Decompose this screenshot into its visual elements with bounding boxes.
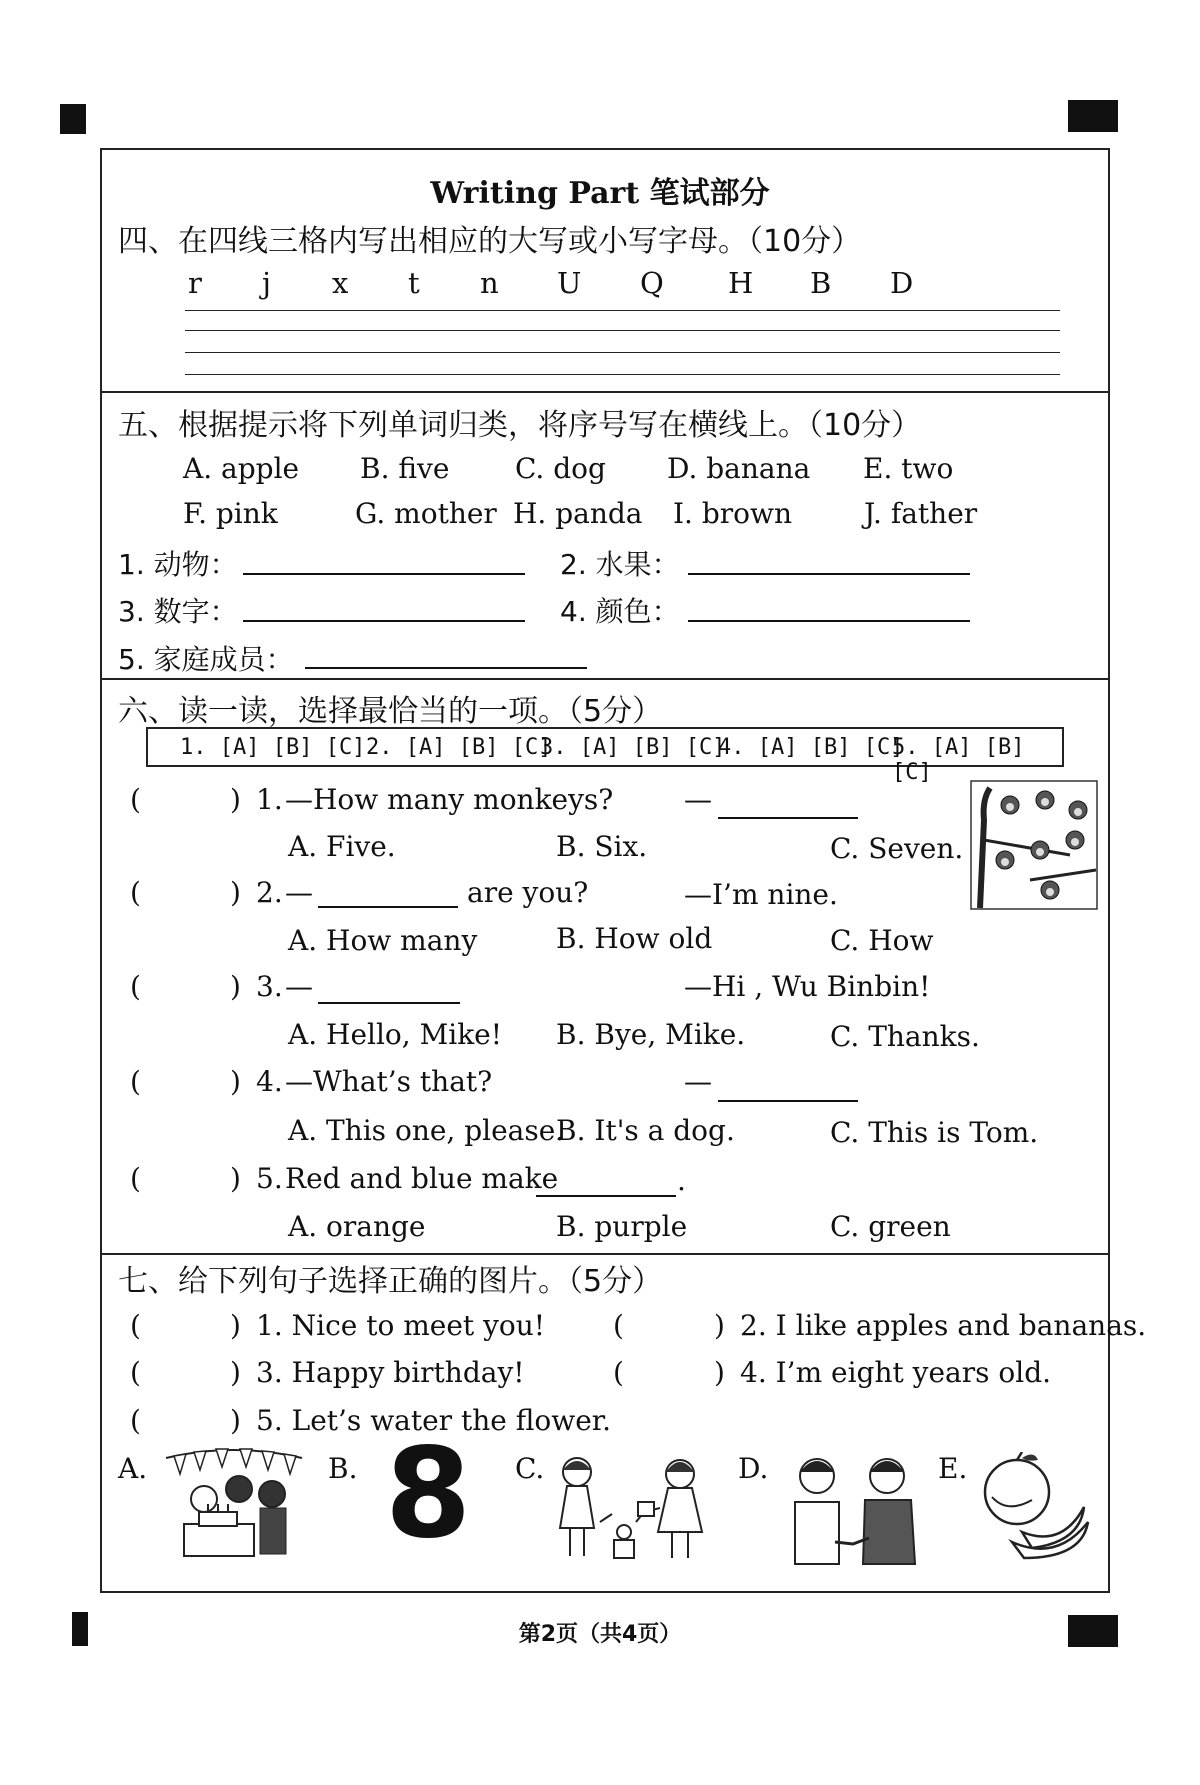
sentence: 1. Nice to meet you! [256,1309,546,1342]
sentence: 3. Happy birthday! [256,1356,525,1389]
word-option: D. banana [667,452,811,485]
page-footer: 第2页（共4页） [518,1622,682,1647]
answer-blank[interactable] [718,817,858,819]
category-animals [118,543,238,583]
answer-paren-open[interactable]: ( [130,1356,141,1389]
answer-blank-numbers[interactable] [243,620,525,622]
answer-blank-family[interactable] [305,667,587,669]
registration-mark-top-right [1068,100,1118,132]
answer-blank[interactable] [318,1002,460,1004]
letter: n [480,266,499,300]
category-label: 2. 水果： [560,548,680,581]
letter: B [810,266,832,300]
answer-paren-close: ) [230,1356,241,1389]
answer-paren-close: ) [230,970,241,1003]
category-colours [560,590,680,630]
letter: D [890,266,914,300]
answer-paren-close: ) [714,1309,725,1342]
option-c: C. How [830,924,934,957]
option-a: A. This one, please. [288,1114,565,1147]
writing-line[interactable] [185,330,1060,331]
q6-heading: 六、读一读，选择最恰当的一项。（5分） [118,694,663,729]
answer-paren-open[interactable]: ( [130,876,141,909]
option-c: C. Seven. [830,832,964,865]
answer-paren-open[interactable]: ( [130,970,141,1003]
category-label: 1. 动物： [118,548,238,581]
handshake-picture [785,1452,925,1567]
answer-card-item[interactable]: 5. [A] [B] [C] [892,735,1025,785]
letter: r [188,266,202,300]
option-c: C. green [830,1210,951,1243]
category-label: 5. 家庭成员： [118,643,294,676]
answer-paren-close: ) [230,1162,241,1195]
option-b: B. purple [556,1210,688,1243]
word-option: A. apple [183,452,300,485]
picture-label-a: A. [118,1452,148,1485]
number-eight-picture: 8 [385,1422,472,1566]
answer-paren-open[interactable]: ( [130,783,141,816]
category-label: 3. 数字： [118,595,238,628]
answer-card-item[interactable]: 3. [A] [B] [C] [540,735,726,760]
question-response: —I’m nine. [684,878,838,911]
answer-blank-fruits[interactable] [688,573,970,575]
answer-paren-close: ) [230,1065,241,1098]
question-text: —How many monkeys? [285,783,614,816]
word-option: J. father [864,497,978,530]
category-family [118,638,294,678]
picture-label-c: C. [515,1452,545,1485]
word-option: H. panda [513,497,643,530]
answer-paren-close: ) [714,1356,725,1389]
letter: t [408,266,420,300]
answer-blank[interactable] [318,906,458,908]
answer-paren-close: ) [230,876,241,909]
option-c: C. This is Tom. [830,1116,1039,1149]
q4-heading: 四、在四线三格内写出相应的大写或小写字母。（10分） [118,224,862,259]
answer-paren-open[interactable]: ( [613,1309,624,1342]
answer-card-box [146,727,1064,785]
question-number: 3. [256,970,283,1003]
letter: Q [640,266,664,300]
question-response: —Hi , Wu Binbin! [684,970,931,1003]
picture-label-b: B. [328,1452,358,1485]
question-number: 1. [256,783,283,816]
question-response: — [684,1065,712,1098]
option-b: B. Six. [556,830,648,863]
letter: j [262,266,271,300]
writing-line[interactable] [185,352,1060,353]
answer-paren-open[interactable]: ( [130,1404,141,1437]
q7-heading: 七、给下列句子选择正确的图片。（5分） [118,1264,663,1299]
question-text: —What’s that? [285,1065,493,1098]
question-number: 4. [256,1065,283,1098]
sentence: 2. I like apples and bananas. [740,1309,1147,1342]
picture-label-e: E. [938,1452,968,1485]
answer-card-item[interactable]: 4. [A] [B] [C] [718,735,904,760]
answer-paren-open[interactable]: ( [130,1065,141,1098]
writing-line[interactable] [185,374,1060,375]
apples-bananas-picture [972,1452,1092,1562]
page-title: Writing Part 笔试部分 [430,176,770,211]
category-label: 4. 颜色： [560,595,680,628]
category-numbers [118,590,238,630]
writing-line[interactable] [185,310,1060,311]
answer-paren-open[interactable]: ( [130,1309,141,1342]
registration-mark-top-left [60,104,86,134]
answer-blank-animals[interactable] [243,573,525,575]
divider-q7 [100,1253,1110,1255]
q4-letters [185,266,925,300]
monkeys-picture [970,780,1098,910]
letter: x [332,266,349,300]
answer-blank[interactable] [536,1195,676,1197]
answer-paren-open[interactable]: ( [613,1356,624,1389]
category-fruits [560,543,680,583]
word-option: G. mother [355,497,497,530]
sentence: 4. I’m eight years old. [740,1356,1052,1389]
word-option: E. two [863,452,954,485]
option-a: A. orange [288,1210,426,1243]
answer-card-item[interactable]: 1. [A] [B] [C] [180,735,366,760]
question-text-end: are you? [467,876,589,909]
answer-paren-close: ) [230,1309,241,1342]
answer-paren-close: ) [230,783,241,816]
answer-blank[interactable] [718,1100,858,1102]
word-option: C. dog [515,452,606,485]
option-b: B. How old [556,922,713,955]
question-text: Red and blue make [285,1162,559,1195]
option-b: B. It's a dog. [556,1114,735,1147]
answer-paren-open[interactable]: ( [130,1162,141,1195]
option-b: B. Bye, Mike. [556,1018,746,1051]
answer-blank-colours[interactable] [688,620,970,622]
option-a: A. Five. [288,830,396,863]
question-text-end: . [677,1164,686,1197]
word-option: I. brown [673,497,793,530]
word-option: F. pink [183,497,278,530]
option-a: A. Hello, Mike! [288,1018,502,1051]
question-text: — [285,970,313,1003]
question-number: 2. [256,876,283,909]
question-number: 5. [256,1162,283,1195]
answer-card-item[interactable]: 2. [A] [B] [C] [366,735,552,760]
question-response: — [684,783,712,816]
word-option: B. five [360,452,450,485]
letter: U [557,266,582,300]
divider-q5 [100,391,1110,393]
birthday-party-picture [164,1444,304,1562]
divider-q6 [100,678,1110,680]
letter: H [728,266,754,300]
question-text: — [285,876,313,909]
q5-heading: 五、根据提示将下列单词归类，将序号写在横线上。（10分） [118,408,922,443]
option-c: C. Thanks. [830,1020,980,1053]
watering-flower-picture [552,1452,722,1564]
sentence: 5. Let’s water the flower. [256,1404,612,1437]
option-a: A. How many [288,924,478,957]
answer-paren-close: ) [230,1404,241,1437]
picture-label-d: D. [738,1452,769,1485]
